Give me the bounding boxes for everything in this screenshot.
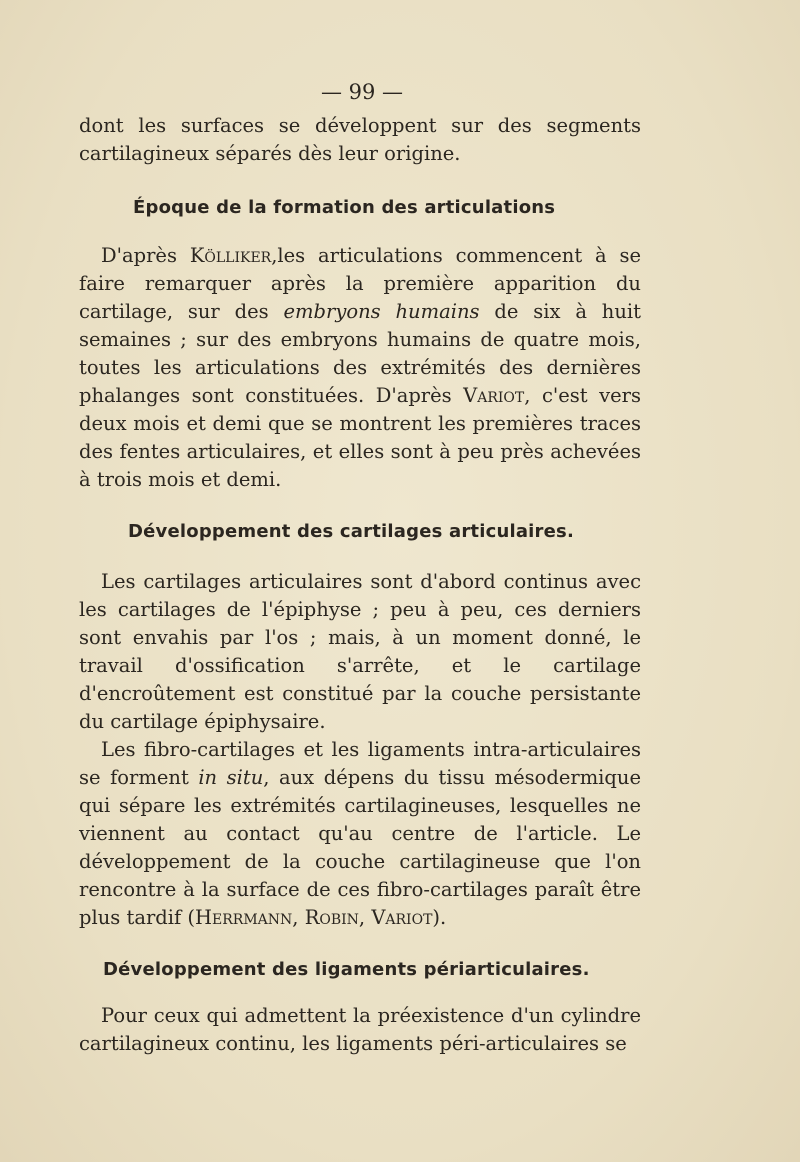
author-name: Variot bbox=[371, 906, 433, 929]
paragraph-cartilages: Les cartilages articulaires sont d'abord continus avec les cartilages de l'épiphyse ; peu à peu, ces derniers sont envahis par l'os ; mais, à un moment donné, le travail d'ossification s'arrête, et le cartilage d'encroûtement est constitué par la couche persistante du cartilage épiphysaire. bbox=[79, 570, 641, 733]
text: Les fibro-cartilages et les ligaments intra-articulaires se forment bbox=[79, 738, 641, 789]
paragraph-fibro-cartilages bbox=[79, 736, 641, 932]
text: ). bbox=[432, 906, 447, 929]
author-name: Robin bbox=[304, 906, 359, 929]
author-name: Variot bbox=[463, 384, 525, 407]
paragraph-formation bbox=[79, 242, 641, 494]
section-heading-cartilages: Développement des cartilages articulaires. bbox=[128, 521, 574, 542]
author-name: Kölliker bbox=[189, 244, 272, 267]
italic-text: embryons humains bbox=[283, 300, 480, 323]
text: ,les articulations commencent à se faire remarquer après la première apparition du cartilage, sur des bbox=[79, 244, 642, 323]
text-column bbox=[79, 78, 641, 1058]
text: , c'est vers deux mois et demi que se montrent les premières traces des fentes articulaires, et elles sont à peu près achevées à trois mois et demi. bbox=[79, 384, 641, 491]
section-heading-formation: Époque de la formation des articulations bbox=[133, 197, 556, 218]
author-name: Herrmann bbox=[195, 906, 293, 929]
text: , bbox=[358, 906, 372, 929]
section-heading-ligaments: Développement des ligaments périarticulaires. bbox=[103, 959, 590, 980]
italic-text: in situ bbox=[198, 766, 264, 789]
text: , aux dépens du tissu mésodermique qui sépare les extrémités cartilagineuses, lesquelles ne viennent au contact qu'au centre de l'article. Le développement de la couche cartilagineuse que l'on rencontre à la surface de ces fibro-cartilages paraît être plus tardif ( bbox=[79, 766, 642, 929]
text: , bbox=[292, 906, 305, 929]
paragraph-ligaments: Pour ceux qui admettent la préexistence d'un cylindre cartilagineux continu, les ligaments péri-articulaires se bbox=[79, 1004, 641, 1055]
text: D'après bbox=[101, 244, 190, 267]
text: de six à huit semaines ; sur des embryons humains de quatre mois, toutes les articulations des extrémités des dernières phalanges sont constituées. D'après bbox=[79, 300, 641, 407]
paragraph-continuation: dont les surfaces se développent sur des segments cartilagineux séparés dès leur origine. bbox=[79, 114, 641, 165]
page-number: — 99 — bbox=[320, 80, 404, 104]
